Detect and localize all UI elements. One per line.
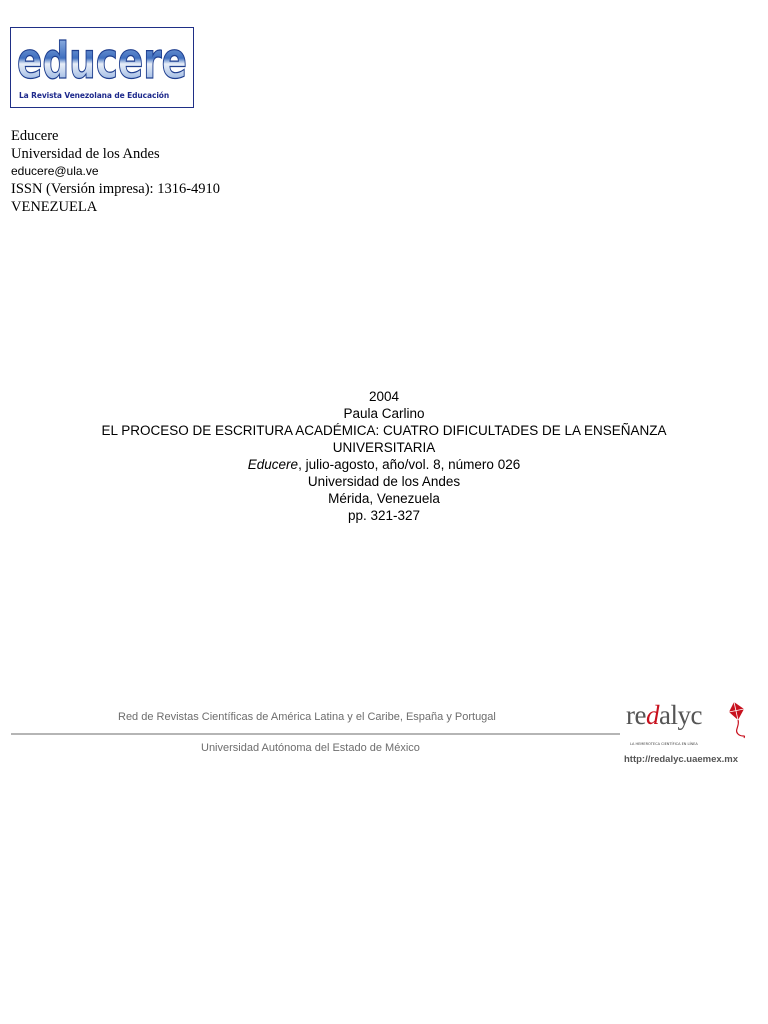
redalyc-highlight: d	[645, 700, 659, 730]
footer-network: Red de Revistas Científicas de América Latina y el Caribe, España y Portugal	[118, 711, 496, 723]
redalyc-prefix: re	[626, 700, 646, 730]
publisher-email: educere@ula.ve	[11, 164, 99, 179]
journal-name: Educere	[11, 128, 59, 144]
footer-institution: Universidad Autónoma del Estado de México	[201, 742, 420, 754]
citation-title: EL PROCESO DE ESCRITURA ACADÉMICA: CUATRO DIFICULTADES DE LA ENSEÑANZA UNIVERSITARIA	[101, 423, 667, 455]
redalyc-suffix: alyc	[658, 700, 702, 730]
citation-pages: pp. 321-327	[347, 508, 421, 523]
redalyc-wordmark	[626, 700, 702, 731]
publisher-info	[11, 128, 220, 217]
issn: ISSN (Versión impresa): 1316-4910	[11, 181, 221, 198]
citation-city: Mérida, Venezuela	[328, 491, 440, 506]
educere-wordmark-text: educere	[17, 32, 187, 90]
publisher-university: Universidad de los Andes	[11, 145, 160, 162]
citation-university: Universidad de los Andes	[307, 474, 461, 489]
kite-icon	[720, 700, 750, 740]
country: VENEZUELA	[11, 198, 98, 215]
citation-issue: , julio-agosto, año/vol. 8, número 026	[298, 457, 521, 472]
citation-journal-line	[100, 456, 668, 473]
redalyc-url: http://redalyc.uaemex.mx	[624, 754, 739, 765]
educere-logo	[10, 27, 194, 108]
citation-journal: Educere	[247, 457, 299, 472]
educere-wordmark	[14, 32, 190, 90]
redalyc-tagline: LA HEMEROTECA CIENTÍFICA EN LÍNEA	[630, 742, 698, 746]
citation-author: Paula Carlino	[343, 406, 425, 421]
citation-year: 2004	[368, 389, 400, 404]
citation-block	[100, 388, 668, 524]
educere-tagline: La Revista Venezolana de Educación	[19, 91, 170, 100]
footer-divider	[11, 733, 620, 735]
